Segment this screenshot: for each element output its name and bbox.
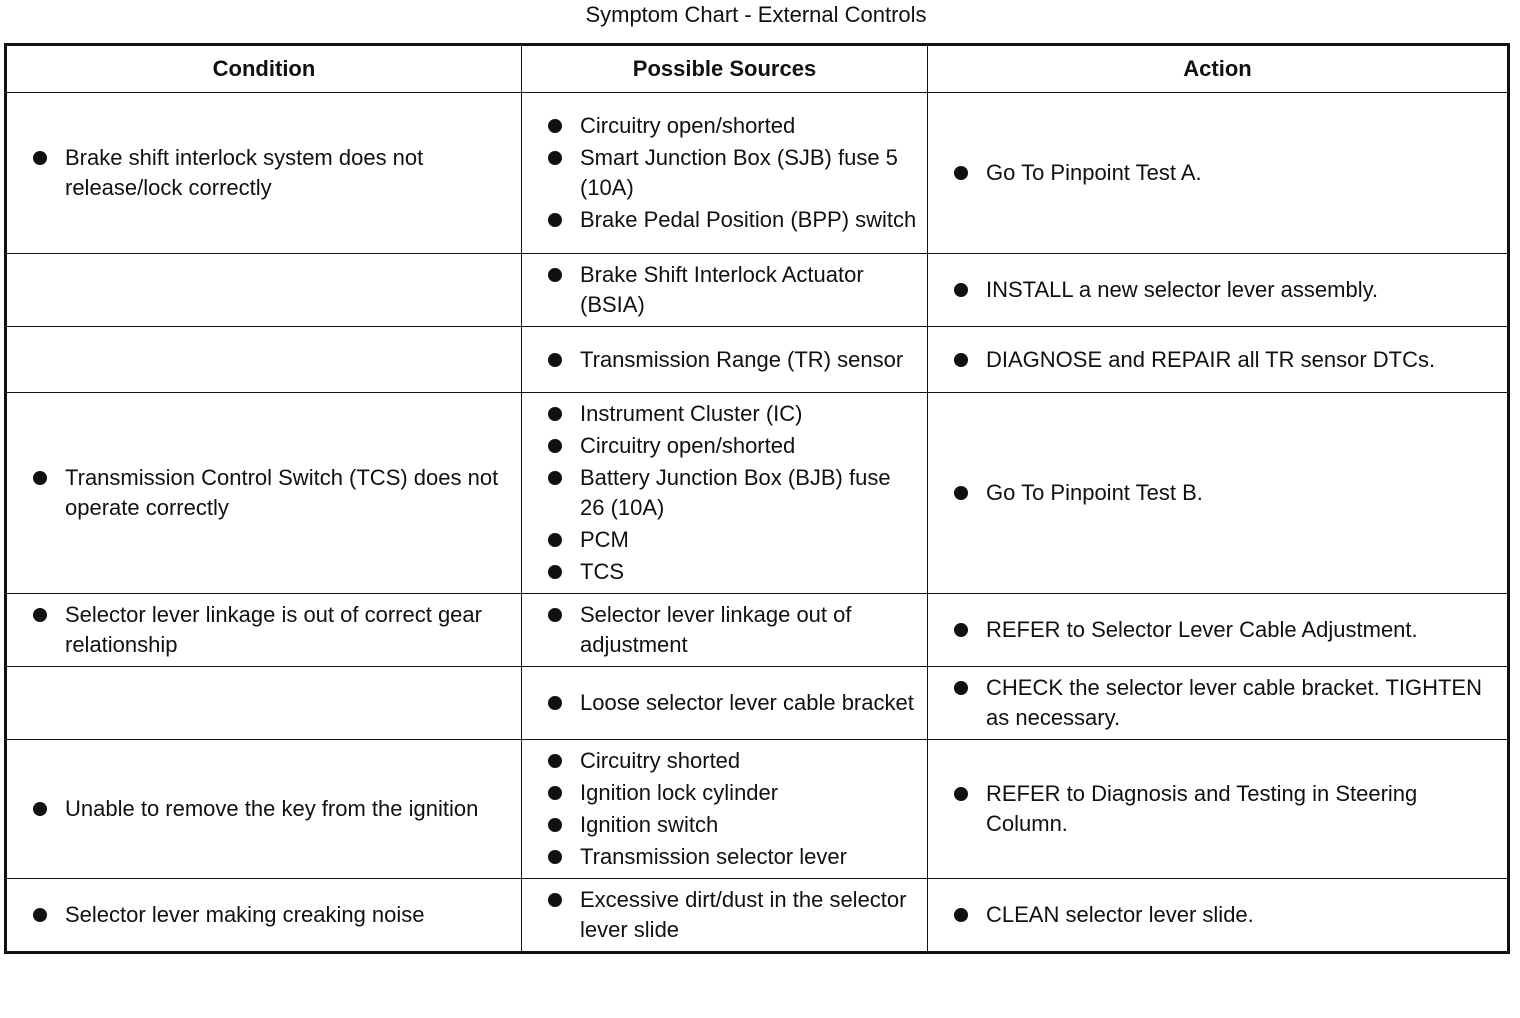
item-text: TCS (580, 559, 624, 584)
action-cell (928, 594, 1509, 667)
item-text: Brake Shift Interlock Actuator (BSIA) (580, 262, 864, 317)
bullet-icon (548, 213, 562, 227)
list-item (522, 842, 927, 872)
list-item (928, 673, 1507, 733)
list-item (522, 746, 927, 776)
item-text: Transmission Range (TR) sensor (580, 346, 904, 372)
condition-cell (6, 740, 522, 879)
bullet-list (928, 158, 1507, 188)
possible-sources-cell (522, 594, 928, 667)
list-item (522, 345, 927, 375)
item-text: Transmission selector lever (580, 844, 847, 869)
list-item (522, 111, 927, 141)
table-row (6, 594, 1509, 667)
table-row (6, 254, 1509, 327)
possible-sources-cell (522, 879, 928, 953)
condition-cell (6, 594, 522, 667)
list-item (522, 399, 927, 429)
list-item (522, 260, 927, 320)
bullet-icon (954, 166, 968, 180)
bullet-icon (548, 818, 562, 832)
list-item (522, 810, 927, 840)
table-row (6, 667, 1509, 740)
header-condition: Condition (6, 45, 522, 93)
action-cell (928, 327, 1509, 393)
bullet-list (7, 600, 521, 660)
action-cell (928, 393, 1509, 594)
item-text: DIAGNOSE and REPAIR all TR sensor DTCs. (986, 346, 1436, 372)
bullet-icon (954, 681, 968, 695)
item-text: Ignition switch (580, 812, 719, 837)
bullet-icon (33, 908, 47, 922)
bullet-icon (33, 471, 47, 485)
bullet-icon (954, 623, 968, 637)
item-text: Transmission Control Switch (TCS) does not operate correctly (65, 465, 499, 520)
bullet-icon (548, 608, 562, 622)
table-row (6, 740, 1509, 879)
symptom-table (4, 43, 1510, 954)
item-text: Selector lever linkage out of adjustment (580, 602, 852, 657)
list-item (7, 463, 521, 523)
action-cell (928, 93, 1509, 254)
action-cell (928, 740, 1509, 879)
table-row (6, 393, 1509, 594)
list-item (928, 345, 1507, 375)
list-item (928, 900, 1507, 930)
table-row (6, 327, 1509, 393)
bullet-list (522, 399, 927, 587)
item-text: Selector lever linkage is out of correct gear relationship (65, 602, 482, 657)
header-action: Action (928, 45, 1509, 93)
action-cell (928, 667, 1509, 740)
bullet-icon (548, 754, 562, 768)
item-text: Ignition lock cylinder (580, 780, 779, 805)
bullet-list (522, 345, 927, 375)
condition-cell (6, 327, 522, 393)
item-text: Instrument Cluster (IC) (580, 401, 803, 426)
bullet-icon (548, 850, 562, 864)
list-item (522, 778, 927, 808)
bullet-list (522, 260, 927, 320)
list-item (522, 525, 927, 555)
list-item (928, 779, 1507, 839)
bullet-list (928, 615, 1507, 645)
bullet-icon (548, 353, 562, 367)
bullet-icon (33, 151, 47, 165)
possible-sources-cell (522, 740, 928, 879)
item-text: Circuitry open/shorted (580, 433, 796, 458)
header-possible-sources: Possible Sources (522, 45, 928, 93)
bullet-icon (954, 283, 968, 297)
bullet-icon (954, 908, 968, 922)
item-text: PCM (580, 527, 629, 552)
bullet-list (7, 143, 521, 203)
bullet-icon (954, 787, 968, 801)
list-item (928, 275, 1507, 305)
header-row (6, 45, 1509, 93)
bullet-list (928, 673, 1507, 733)
bullet-list (7, 900, 521, 930)
condition-cell (6, 667, 522, 740)
list-item (7, 794, 521, 824)
list-item (7, 143, 521, 203)
possible-sources-cell (522, 327, 928, 393)
bullet-icon (548, 439, 562, 453)
bullet-list (522, 688, 927, 718)
bullet-list (7, 794, 521, 824)
bullet-list (522, 111, 927, 235)
list-item (7, 600, 521, 660)
item-text: Go To Pinpoint Test A. (986, 160, 1202, 185)
item-text: CHECK the selector lever cable bracket. TIGHTEN as necessary. (986, 675, 1482, 730)
item-text: Smart Junction Box (SJB) fuse 5 (10A) (580, 145, 898, 200)
item-text: REFER to Diagnosis and Testing in Steering Column. (986, 781, 1418, 836)
condition-cell (6, 93, 522, 254)
list-item (928, 478, 1507, 508)
bullet-icon (548, 407, 562, 421)
item-text: Battery Junction Box (BJB) fuse 26 (10A) (580, 465, 891, 520)
bullet-icon (548, 119, 562, 133)
bullet-icon (548, 151, 562, 165)
bullet-icon (548, 471, 562, 485)
bullet-icon (548, 533, 562, 547)
bullet-list (522, 885, 927, 945)
possible-sources-cell (522, 393, 928, 594)
bullet-list (522, 746, 927, 872)
item-text: Go To Pinpoint Test B. (986, 480, 1203, 505)
bullet-icon (548, 565, 562, 579)
list-item (522, 600, 927, 660)
bullet-icon (33, 608, 47, 622)
bullet-list (928, 478, 1507, 508)
chart-title: Symptom Chart - External Controls (585, 2, 927, 27)
list-item (928, 615, 1507, 645)
bullet-list (522, 600, 927, 660)
possible-sources-cell (522, 667, 928, 740)
item-text: Excessive dirt/dust in the selector lever slide (580, 887, 907, 942)
item-text: Selector lever making creaking noise (65, 902, 425, 927)
bullet-icon (33, 802, 47, 816)
bullet-list (7, 463, 521, 523)
bullet-icon (548, 268, 562, 282)
list-item (928, 158, 1507, 188)
condition-cell (6, 879, 522, 953)
item-text: Brake shift interlock system does not release/lock correctly (65, 145, 424, 200)
bullet-list (928, 779, 1507, 839)
table-row (6, 93, 1509, 254)
possible-sources-cell (522, 93, 928, 254)
action-cell (928, 879, 1509, 953)
item-text: REFER to Selector Lever Cable Adjustment. (986, 617, 1418, 642)
list-item (7, 900, 521, 930)
table-row (6, 879, 1509, 953)
list-item (522, 143, 927, 203)
item-text: Brake Pedal Position (BPP) switch (580, 207, 917, 232)
list-item (522, 431, 927, 461)
item-text: Loose selector lever cable bracket (580, 690, 914, 715)
list-item (522, 205, 927, 235)
bullet-icon (548, 696, 562, 710)
condition-cell (6, 254, 522, 327)
bullet-list (928, 900, 1507, 930)
bullet-icon (548, 786, 562, 800)
list-item (522, 688, 927, 718)
item-text: Unable to remove the key from the ignition (65, 796, 479, 821)
bullet-icon (954, 486, 968, 500)
bullet-list (928, 275, 1507, 305)
bullet-icon (954, 353, 968, 367)
item-text: Circuitry open/shorted (580, 113, 796, 138)
bullet-icon (548, 893, 562, 907)
action-cell (928, 254, 1509, 327)
bullet-list (928, 345, 1507, 375)
list-item (522, 463, 927, 523)
list-item (522, 557, 927, 587)
list-item (522, 885, 927, 945)
item-text: Circuitry shorted (580, 748, 741, 773)
condition-cell (6, 393, 522, 594)
possible-sources-cell (522, 254, 928, 327)
item-text: INSTALL a new selector lever assembly. (986, 277, 1379, 302)
item-text: CLEAN selector lever slide. (986, 902, 1254, 927)
